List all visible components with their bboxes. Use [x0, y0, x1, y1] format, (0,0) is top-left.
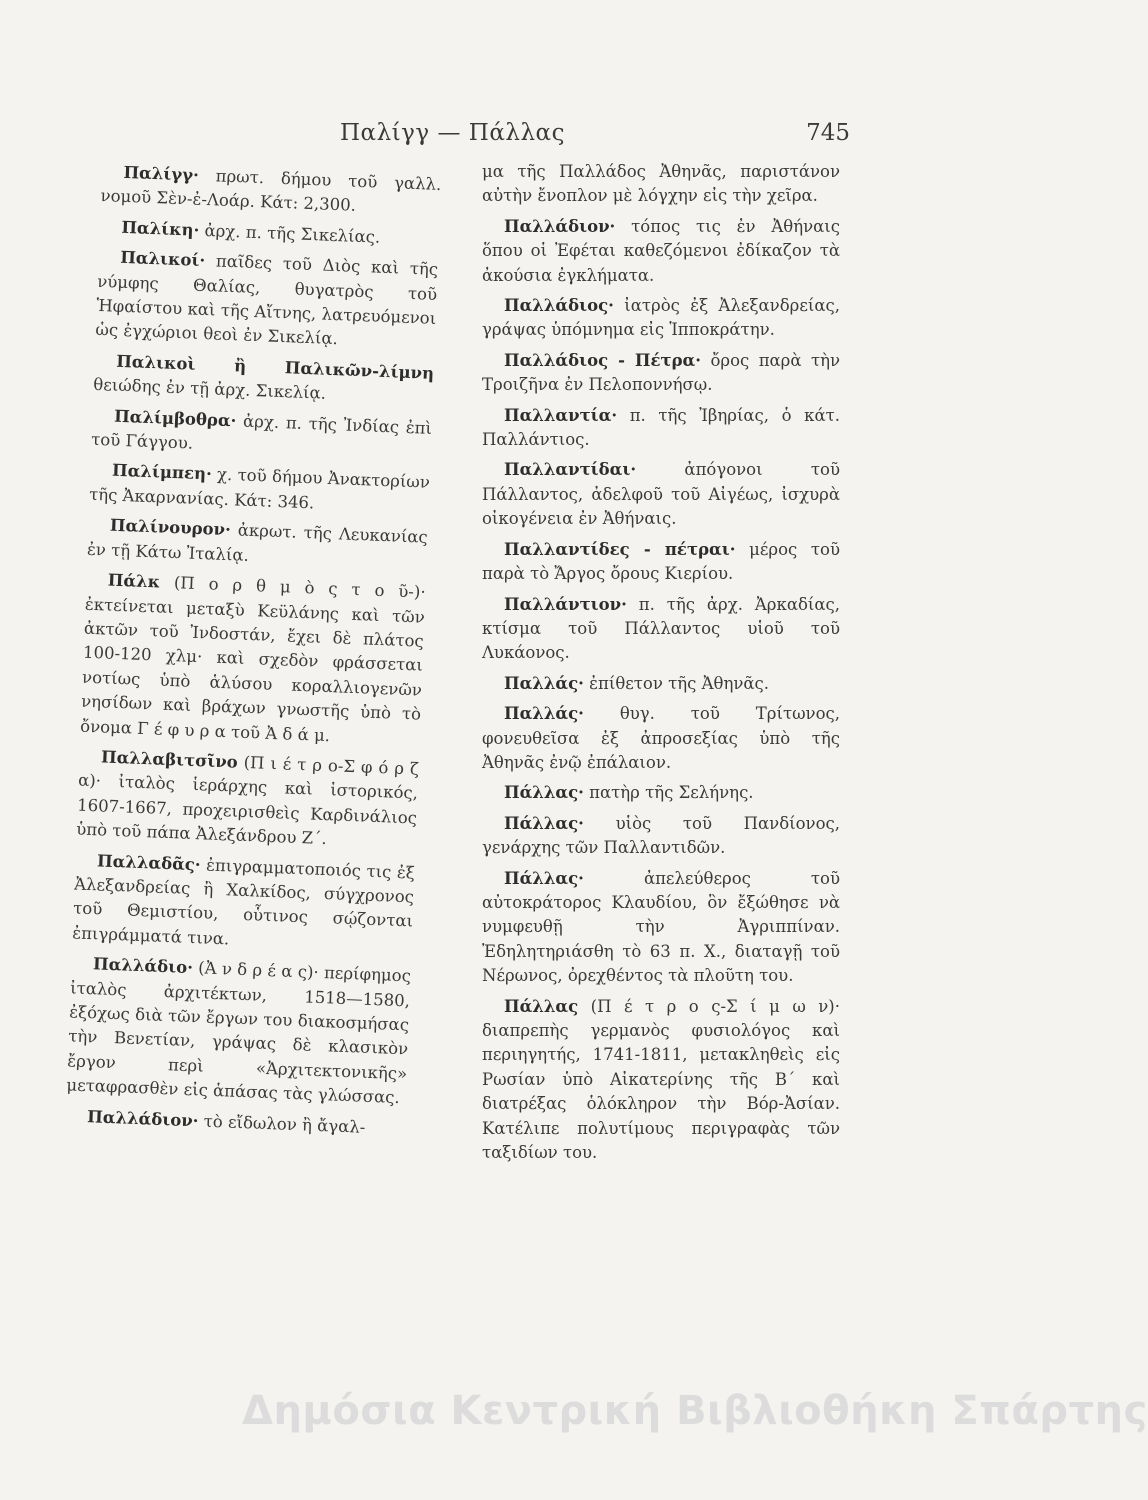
entry-text: ἀρχ. π. τῆς Σικελίας.	[198, 220, 381, 247]
entry-text: χ. τοῦ δήμου Ἀνακτορίων τῆς Ἀκαρνανίας. Κάτ: 346.	[88, 464, 431, 513]
entry-headword: Παλλαντίδαι·	[504, 460, 637, 480]
entry-headword: Πάλλας·	[504, 783, 584, 803]
dictionary-entry	[482, 812, 840, 861]
dictionary-entry	[482, 702, 840, 775]
entry-text: (Π ι έ τ ρ ο-Σ φ ό ρ ζ α)· ἰταλὸς ἱεράρχης καὶ ἱστορικός, 1607-1667, προχειρισθεὶς Καρδινάλιος ὑπὸ τοῦ πάπα Ἀλεξάνδρου Ζ΄.	[75, 752, 420, 849]
entry-text: θειώδης ἐν τῇ ἀρχ. Σικελίᾳ.	[93, 375, 327, 404]
dictionary-entry	[482, 404, 840, 453]
dictionary-entry	[80, 568, 426, 752]
entry-text: πρωτ. δήμου τοῦ γαλλ. νομοῦ Σὲν-ἐ-Λοάρ. Κάτ: 2,300.	[100, 165, 442, 216]
entry-headword: Παλίκη·	[121, 217, 200, 240]
dictionary-entry	[72, 848, 415, 959]
entry-headword: Παλλάδιο·	[92, 954, 194, 978]
entry-text: ὄρος παρὰ τὴν Τροιζῆνα ἐν Πελοποννήσῳ.	[482, 350, 841, 395]
dictionary-entry	[89, 458, 431, 520]
entry-headword: Παλικοὶ ἢ Παλικῶν-λίμνη	[115, 351, 435, 383]
entry-text: (Π έ τ ρ ο ς-Σ ί μ ω ν)· διαπρεπὴς γερμανὸς φυσιολόγος καὶ περιηγητής, 1741-1811, μετακληθεὶς εἰς Ρωσίαν ὑπὸ Αἰκατερίνης τῆς Β΄ καὶ διατρέξας ὁλόκληρον τὴν Βόρ-Ἀσίαν. Κατέλιπε πολυτίμους περιγραφὰς τῶν ταξιδίων του.	[482, 996, 840, 1163]
entry-headword: Παλλάς·	[504, 673, 584, 693]
dictionary-entry	[87, 513, 429, 575]
entry-headword: Πάλλας·	[504, 868, 584, 888]
dictionary-entry	[482, 781, 840, 805]
entry-headword: Παλλάδιος·	[504, 296, 614, 316]
entry-headword: Παλλαδᾶς·	[96, 850, 202, 874]
entry-text: π. τῆς Ἰβηρίας, ὁ κάτ. Παλλάντιος.	[482, 405, 840, 450]
dictionary-entry	[91, 403, 433, 465]
entry-headword: Παλλαντία·	[504, 405, 618, 425]
dictionary-entry	[66, 952, 411, 1111]
entry-headword: Πάλλας·	[504, 813, 584, 833]
entry-headword: Παλλάδιον·	[504, 216, 616, 236]
entry-headword: Πάλκ	[107, 570, 161, 592]
entry-text: πατὴρ τῆς Σελήνης.	[583, 783, 754, 803]
entry-headword: Παλίνουρον·	[109, 515, 232, 540]
page-header	[330, 120, 850, 154]
dictionary-entry	[482, 160, 840, 209]
entry-text: ἀκρωτ. τῆς Λευκανίας ἐν τῇ Κάτω Ἰταλίᾳ.	[86, 520, 429, 565]
entry-text: παῖδες τοῦ Διὸς καὶ τῆς νύμφης Θαλίας, θυγατρὸς τοῦ Ἡφαίστου καὶ τῆς Αἴτνης, λατρευόμενοι ὡς ἐγχώριοι θεοὶ ἐν Σικελίᾳ.	[95, 251, 439, 349]
dictionary-entry	[482, 995, 840, 1166]
right-column	[482, 160, 840, 1171]
dictionary-entry	[482, 867, 840, 989]
running-title: Παλίγγ — Πάλλας	[340, 120, 565, 146]
entry-text: ἀρχ. π. τῆς Ἰνδίας ἐπὶ τοῦ Γάγγου.	[90, 411, 433, 453]
entry-headword: Παλλαντίδες - πέτραι·	[504, 539, 736, 559]
entry-headword: Παλλάδιον·	[86, 1106, 199, 1131]
entry-text: μέρος τοῦ παρὰ τὸ Ἄργος ὄρους Κιερίου.	[482, 539, 840, 584]
entry-headword: Παλίμβοθρα·	[113, 406, 237, 431]
entry-text: θυγ. τοῦ Τρίτωνος, φονευθεῖσα ἐξ ἀπροσεξίας ὑπὸ τῆς Ἀθηνᾶς ἐνῷ ἐπάλαιον.	[482, 704, 840, 772]
entry-headword: Παλλαβιτσῖνο	[100, 747, 239, 772]
entry-headword: Παλίγγ·	[123, 162, 200, 185]
dictionary-entry	[482, 593, 840, 666]
dictionary-entry	[482, 294, 840, 343]
dictionary-entry	[482, 672, 840, 696]
entry-text: ἰατρὸς ἐξ Ἀλεξανδρείας, γράψας ὑπόμνημα εἰς Ἱπποκράτην.	[482, 296, 840, 340]
entry-text: (Π ο ρ θ μ ὸ ς τ ο ῦ-)· ἐκτείνεται μεταξὺ Κεϋλάνης καὶ τῶν ἀκτῶν τοῦ Ἰνδοστάν, ἔχει δὲ πλάτος 100-120 χλμ· καὶ σχεδὸν φράσσεται νοτίως ὑπὸ ἁλύσου κοραλλιογενῶν νησίδων καὶ βράχων γνωστῆς ὑπὸ τὸ ὄνομα Γ έ φ υ ρ α τοῦ Ἀ δ ά μ.	[79, 572, 427, 745]
dictionary-entry	[100, 160, 442, 222]
dictionary-entry	[482, 349, 840, 398]
page-number: 745	[806, 120, 850, 146]
entry-text: π. τῆς ἀρχ. Ἀρκαδίας, κτίσμα τοῦ Πάλλαντος υἱοῦ τοῦ Λυκάονος.	[482, 594, 840, 663]
dictionary-entry	[65, 1104, 406, 1141]
entry-text: ἀπόγονοι τοῦ Πάλλαντος, ἀδελφοῦ τοῦ Αἰγέως, ἰσχυρὰ οἰκογένεια ἐν Ἀθήναις.	[482, 460, 840, 529]
entry-headword: Παλίμπεη·	[111, 461, 213, 484]
entry-text: τόπος τις ἐν Ἀθήναις ὅπου οἱ Ἐφέται καθεζόμενοι ἐδίκαζον τὰ ἀκούσια ἐγκλήματα.	[482, 216, 840, 285]
entry-headword: Παλλάς·	[504, 704, 584, 724]
dictionary-entry	[482, 458, 840, 531]
dictionary-entry	[95, 245, 438, 356]
left-column	[65, 160, 442, 1147]
dictionary-entry	[76, 745, 419, 856]
entry-text: μα τῆς Παλλάδος Ἀθηνᾶς, παριστάνον αὐτὴν ἔνοπλον μὲ λόγχην εἰς τὴν χεῖρα.	[482, 162, 840, 206]
entry-headword: Πάλλας	[504, 996, 579, 1016]
entry-headword: Παλικοί·	[119, 247, 206, 271]
library-watermark: Δημόσια Κεντρική Βιβλιοθήκη Σπάρτης	[242, 1388, 1148, 1434]
entry-text: ἀπελεύθερος τοῦ αὐτοκράτορος Κλαυδίου, ὃν ἔξώθησε νὰ νυμφευθῇ τὴν Ἀγριππίναν. Ἐδηλητηριάσθη τὸ 63 π. Χ., διαταγῇ τοῦ Νέρωνος, ὀρεχθέντος τὰ πλοῦτη του.	[482, 868, 840, 986]
dictionary-entry	[482, 215, 840, 288]
entry-text: ἐπίθετον τῆς Ἀθηνᾶς.	[583, 673, 770, 693]
dictionary-entry	[482, 538, 840, 587]
entry-text: ἐπιγραμματοποιός τις ἐξ Ἀλεξανδρείας ἢ Χαλκίδος, σύγχρονος τοῦ Θεμιστίου, οὗτινος σῴζονται ἐπιγράμματά τινα.	[71, 854, 416, 949]
dictionary-entry	[93, 349, 435, 411]
entry-text: (Ἀ ν δ ρ έ α ς)· περίφημος ἰταλὸς ἀρχιτέκτων, 1518—1580, ἐξόχως διὰ τῶν ἔργων του διακοσμήσας τὴν Βενετίαν, γράψας δὲ κλασικὸν ἔργον περὶ «Ἀρχιτεκτονικῆς» μεταφρασθὲν εἰς ἁπάσας τὰς γλώσσας.	[66, 958, 412, 1108]
entry-text: υἱὸς τοῦ Πανδίονος, γενάρχης τῶν Παλλαντιδῶν.	[482, 813, 840, 858]
entry-headword: Παλλάδιος - Πέτρα·	[504, 350, 702, 370]
entry-text: τὸ εἴδωλον ἢ ἄγαλ-	[198, 1111, 366, 1137]
entry-headword: Παλλάντιον·	[504, 594, 627, 614]
